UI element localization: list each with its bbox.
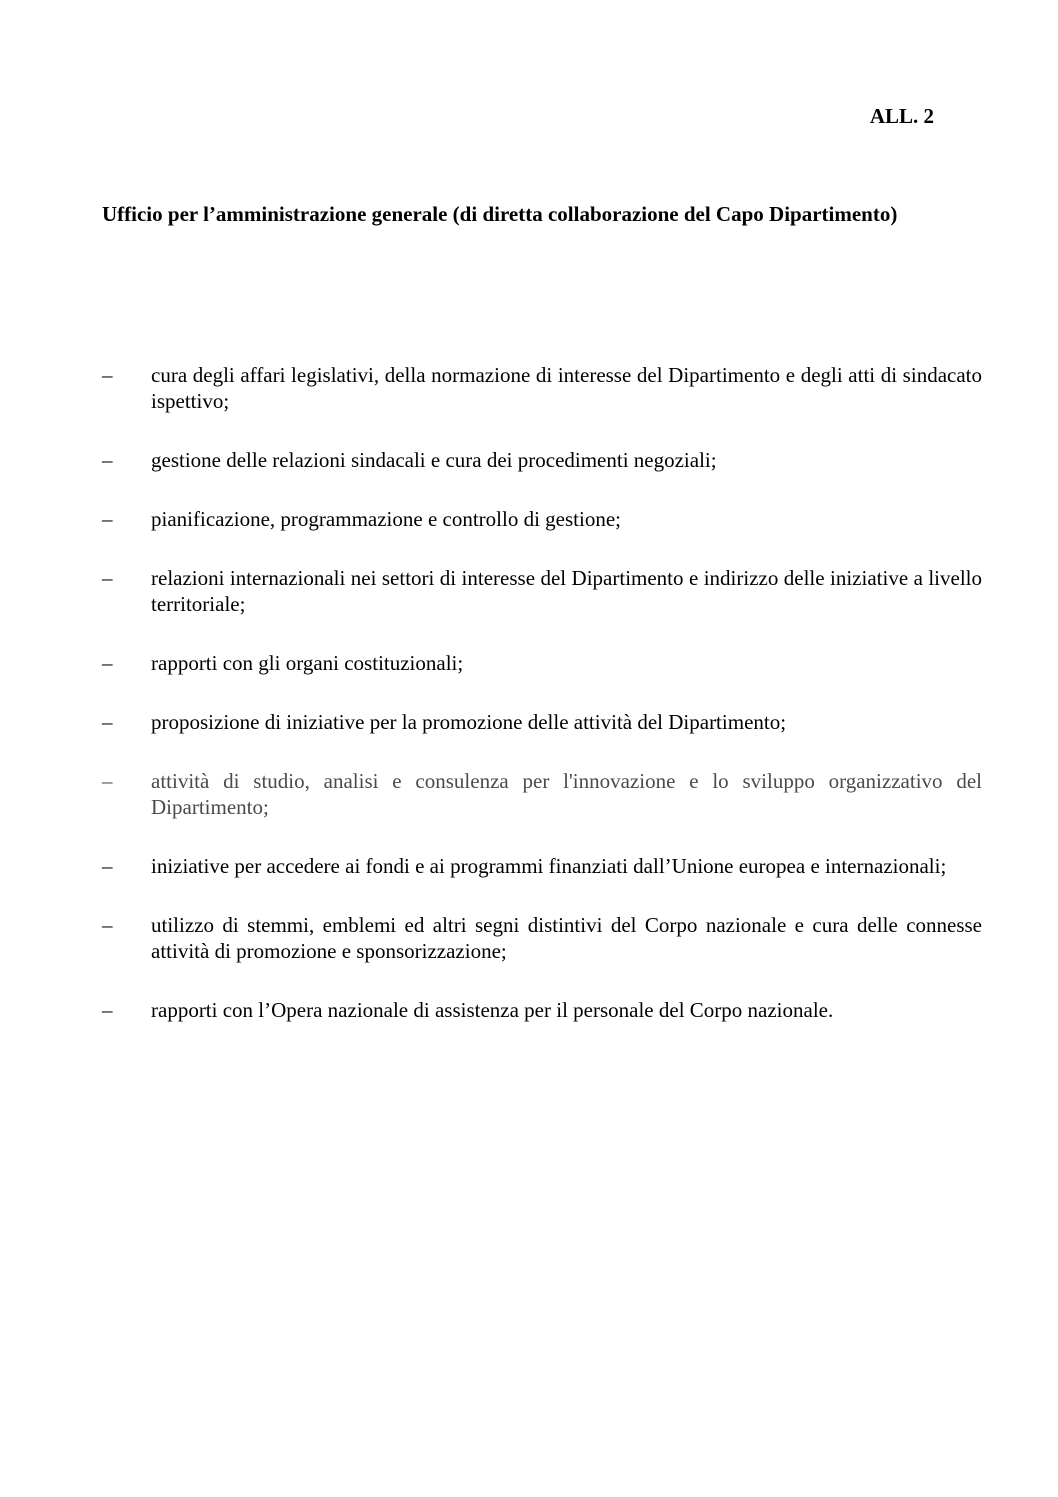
list-item bbox=[102, 997, 982, 1023]
list-item-text: gestione delle relazioni sindacali e cura dei procedimenti negoziali; bbox=[151, 448, 717, 472]
list-dash: – bbox=[102, 566, 113, 590]
list-dash: – bbox=[102, 363, 113, 387]
list-item bbox=[102, 506, 982, 532]
list-dash: – bbox=[102, 854, 113, 878]
duty-list bbox=[102, 362, 982, 1056]
list-item bbox=[102, 447, 982, 473]
list-item-text: rapporti con l’Opera nazionale di assistenza per il personale del Corpo nazionale. bbox=[151, 998, 834, 1022]
list-item-text: rapporti con gli organi costituzionali; bbox=[151, 651, 464, 675]
list-dash: – bbox=[102, 507, 113, 531]
list-item-text: pianificazione, programmazione e controllo di gestione; bbox=[151, 507, 621, 531]
list-item-text: attività di studio, analisi e consulenza per l'innovazione e lo sviluppo organizzativo del Dipartimento; bbox=[151, 769, 982, 819]
list-item bbox=[102, 912, 982, 964]
list-item bbox=[102, 362, 982, 414]
list-dash: – bbox=[102, 913, 113, 937]
list-dash: – bbox=[102, 710, 113, 734]
list-item-text: utilizzo di stemmi, emblemi ed altri segni distintivi del Corpo nazionale e cura delle connesse attività di promozione e sponsorizzazione; bbox=[151, 913, 982, 963]
list-dash: – bbox=[102, 448, 113, 472]
list-item bbox=[102, 650, 982, 676]
list-dash: – bbox=[102, 769, 113, 793]
list-item-text: relazioni internazionali nei settori di interesse del Dipartimento e indirizzo delle iniziative a livello territoriale; bbox=[151, 566, 982, 616]
list-item bbox=[102, 709, 982, 735]
list-item-text: proposizione di iniziative per la promozione delle attività del Dipartimento; bbox=[151, 710, 787, 734]
list-dash: – bbox=[102, 651, 113, 675]
list-dash: – bbox=[102, 998, 113, 1022]
list-item bbox=[102, 768, 982, 820]
list-item bbox=[102, 853, 982, 879]
attachment-label: ALL. 2 bbox=[869, 104, 934, 128]
list-item-text: iniziative per accedere ai fondi e ai programmi finanziati dall’Unione europea e internazionali; bbox=[151, 854, 947, 878]
list-item bbox=[102, 565, 982, 617]
office-title: Ufficio per l’amministrazione generale (di diretta collaborazione del Capo Dipartimento) bbox=[102, 202, 898, 226]
list-item-text: cura degli affari legislativi, della normazione di interesse del Dipartimento e degli atti di sindacato ispettivo; bbox=[151, 363, 982, 413]
